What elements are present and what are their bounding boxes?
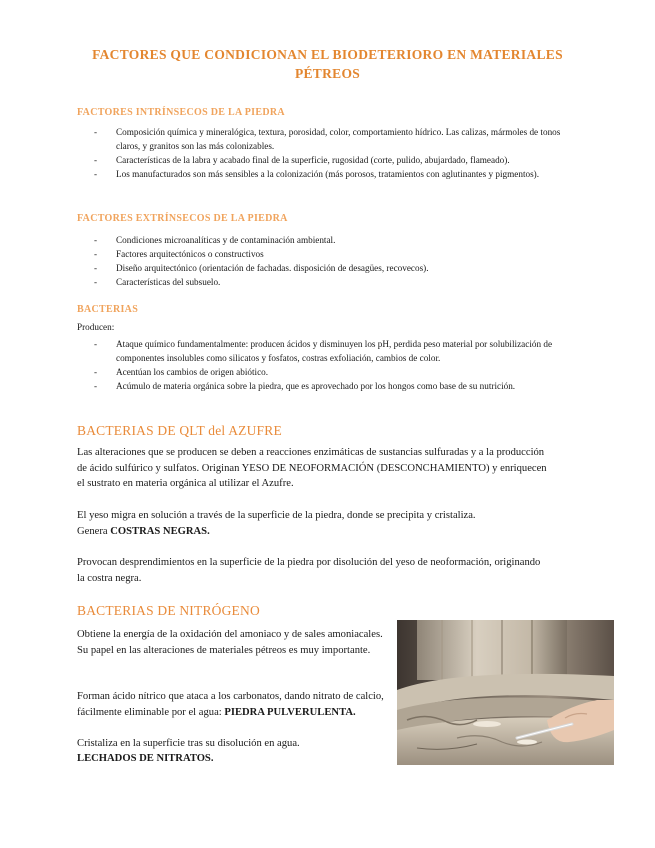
- list-item: - Características del subsuelo.: [77, 275, 577, 289]
- list-bacterias: [77, 337, 577, 393]
- azufre-p3-text: Genera: [77, 526, 111, 537]
- azufre-paragraph-3: [77, 524, 547, 540]
- bacterias-intro: Producen:: [77, 322, 115, 332]
- document-title: FACTORES QUE CONDICIONAN EL BIODETERIORO EN MATERIALES PÉTREOS: [92, 47, 563, 81]
- heading-intrinsecos: FACTORES INTRÍNSECOS DE LA PIEDRA: [77, 107, 285, 118]
- nitrogeno-p2-text: Forman ácido nítrico que ataca a los carbonatos, dando nitrato de calcio, fácilmente eliminable por el agua:: [77, 691, 384, 718]
- azufre-paragraph-4: Provocan desprendimientos en la superficie de la piedra por disolución del yeso de neoformación, originando la costra negra.: [77, 557, 541, 584]
- list-item: - Composición química y mineralógica, textura, porosidad, color, comportamiento hídrico. Las calizas, mármoles de tonos claros, y granitos son las más colonizables.: [77, 125, 577, 153]
- azufre-paragraph-2: El yeso migra en solución a través de la superficie de la piedra, donde se precipita y cristaliza.: [77, 510, 476, 521]
- azufre-paragraph-1: Las alteraciones que se producen se deben a reacciones enzimáticas de sustancias sulfuradas y a la producción de ácido sulfúrico y sulfatos. Originan YESO DE NEOFORMACIÓN (DESCONCHAMIENTO) y enriquecen el sustrato en materia orgánica al utilizar el Azufre.: [77, 447, 547, 489]
- list-item: - Características de la labra y acabado final de la superficie, rugosidad (corte, pulido, abujardado, flameado).: [77, 153, 577, 167]
- list-intrinsecos: [77, 125, 577, 181]
- nitrogeno-paragraph-2: [77, 689, 389, 720]
- costras-negras-bold: COSTRAS NEGRAS.: [110, 526, 210, 537]
- list-item: - Los manufacturados son más sensibles a la colonización (más porosos, tratamientos con aglutinantes y pigmentos).: [77, 167, 577, 181]
- list-item: - Ataque químico fundamentalmente: producen ácidos y disminuyen los pH, perdida peso material por solubilización de componentes insolubles como silicatos y fosfatos, costras exfoliación, cambios de color.: [77, 337, 577, 365]
- nitrogeno-paragraph-4: [77, 751, 389, 767]
- stone-column-photo: [397, 620, 614, 765]
- heading-extrinsecos: FACTORES EXTRÍNSECOS DE LA PIEDRA: [77, 213, 288, 224]
- list-item: - Acentúan los cambios de origen abiótico.: [77, 365, 577, 379]
- list-item: - Acúmulo de materia orgánica sobre la piedra, que es aprovechado por los hongos como base de su nutrición.: [77, 379, 577, 393]
- list-item: - Factores arquitectónicos o constructivos: [77, 247, 577, 261]
- list-extrinsecos: [77, 233, 577, 289]
- heading-nitrogeno: BACTERIAS DE NITRÓGENO: [77, 603, 260, 618]
- nitrogeno-paragraph-1: Obtiene la energía de la oxidación del amoniaco y de sales amoniacales. Su papel en las alteraciones de materiales pétreos es muy importante.: [77, 629, 383, 656]
- list-item: - Diseño arquitectónico (orientación de fachadas. disposición de desagües, recovecos).: [77, 261, 577, 275]
- heading-azufre: BACTERIAS DE QLT del AZUFRE: [77, 423, 282, 438]
- stone-column-illustration: [397, 620, 614, 765]
- nitrogeno-paragraph-3: Cristaliza en la superficie tras su disolución en agua.: [77, 738, 300, 749]
- heading-bacterias: BACTERIAS: [77, 304, 139, 315]
- piedra-pulverulenta-bold: PIEDRA PULVERULENTA.: [224, 706, 356, 718]
- list-item: - Condiciones microanalíticas y de contaminación ambiental.: [77, 233, 577, 247]
- lechados-nitratos-bold: LECHADOS DE NITRATOS.: [77, 753, 214, 764]
